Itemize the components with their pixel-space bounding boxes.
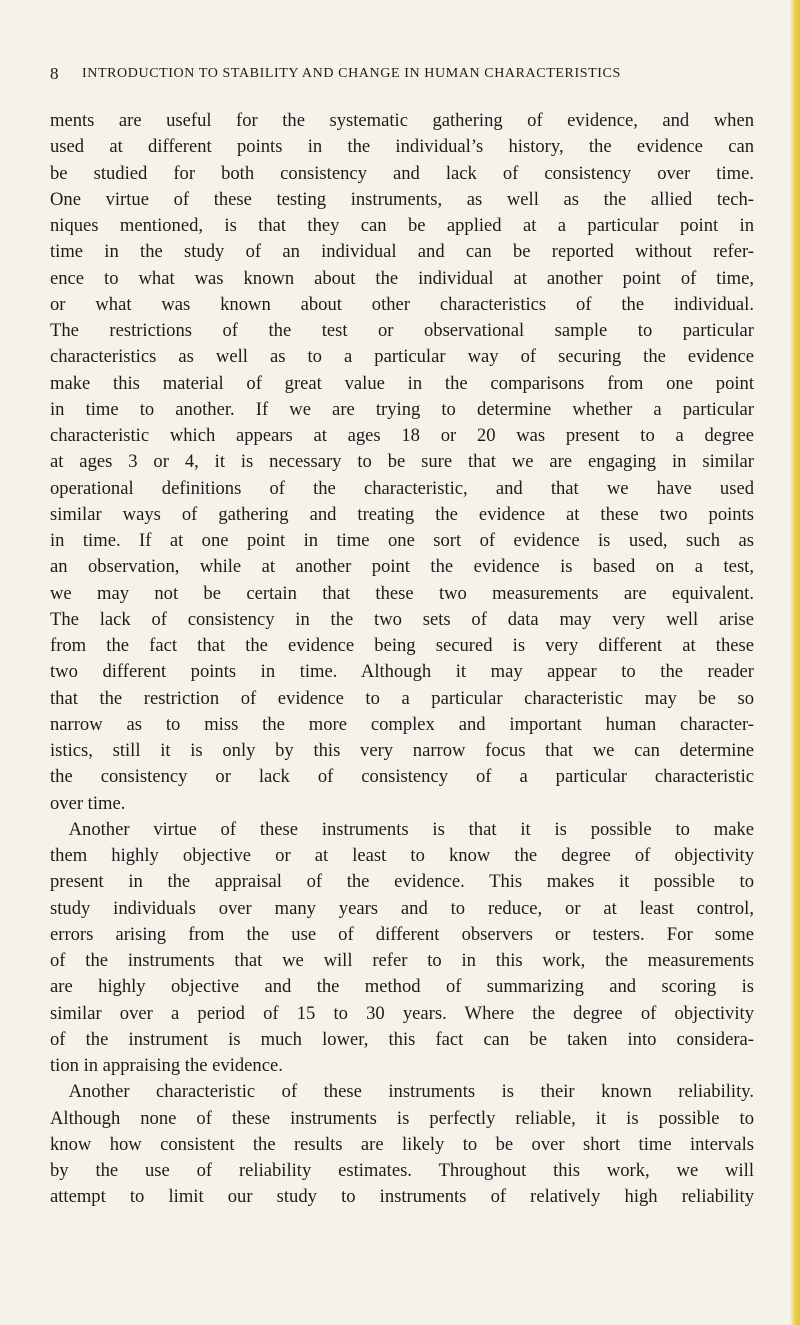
text-line: that the restriction of evidence to a particular characteristic may be so xyxy=(50,687,754,709)
text-line: errors arising from the use of different observers or testers. For some xyxy=(50,923,754,945)
text-line: operational definitions of the characteristic, and that we have used xyxy=(50,477,754,499)
text-line: over time. xyxy=(50,792,126,814)
text-line: of the instrument is much lower, this fact can be taken into considera- xyxy=(50,1028,754,1050)
text-line: tion in appraising the evidence. xyxy=(50,1055,283,1076)
text-line: The restrictions of the test or observational sample to particular xyxy=(50,320,754,341)
text-line: an observation, while at another point the evidence is based on a test, xyxy=(50,556,754,578)
text-line: in time to another. If we are trying to determine whether a particular xyxy=(50,398,754,420)
running-head: INTRODUCTION TO STABILITY AND CHANGE IN HUMAN CHARACTERISTICS xyxy=(82,66,621,81)
text-line: or what was known about other characteristics of the individual. xyxy=(50,293,754,315)
text-line: present in the appraisal of the evidence. This makes it possible to xyxy=(50,871,754,893)
text-line: narrow as to miss the more complex and important human character- xyxy=(50,713,754,735)
text-line: study individuals over many years and to reduce, or at least control, xyxy=(50,897,754,919)
text-line: similar ways of gathering and treating the evidence at these two points xyxy=(50,503,754,525)
text-line: we may not be certain that these two measurements are equivalent. xyxy=(50,582,754,604)
text-line: of the instruments that we will refer to in this work, the measurements xyxy=(50,950,754,971)
text-line: in time. If at one point in time one sort of evidence is used, such as xyxy=(50,530,754,551)
text-line: ments are useful for the systematic gathering of evidence, and when xyxy=(50,110,754,131)
page-header xyxy=(50,62,750,86)
page-number: 8 xyxy=(50,64,59,83)
text-line: One virtue of these testing instruments, as well as the allied tech- xyxy=(50,188,754,210)
text-line: attempt to limit our study to instruments of relatively high reliability xyxy=(50,1186,754,1208)
text-line: The lack of consistency in the two sets of data may very well arise xyxy=(50,608,754,630)
text-line: time in the study of an individual and can be reported without refer- xyxy=(50,241,754,263)
text-line: ence to what was known about the individual at another point of time, xyxy=(50,267,754,289)
page-edge xyxy=(790,0,800,1325)
text-line: characteristics as well as to a particular way of securing the evidence xyxy=(50,346,754,368)
text-line: two different points in time. Although it may appear to the reader xyxy=(50,661,754,683)
text-line: be studied for both consistency and lack of consistency over time. xyxy=(50,162,754,184)
text-line: from the fact that the evidence being secured is very different at these xyxy=(50,635,754,656)
text-line: similar over a period of 15 to 30 years. Where the degree of objectivity xyxy=(50,1002,754,1024)
text-line: Another characteristic of these instruments is their known reliability. xyxy=(50,1081,754,1103)
body-text xyxy=(50,108,754,1211)
text-line: niques mentioned, is that they can be applied at a particular point in xyxy=(50,215,754,236)
text-line: Although none of these instruments is perfectly reliable, it is possible to xyxy=(50,1107,754,1129)
text-line: make this material of great value in the comparisons from one point xyxy=(50,372,754,394)
text-line: know how consistent the results are likely to be over short time intervals xyxy=(50,1133,754,1155)
text-line: Another virtue of these instruments is that it is possible to make xyxy=(50,818,754,840)
text-line: by the use of reliability estimates. Throughout this work, we will xyxy=(50,1160,754,1181)
text-line: are highly objective and the method of summarizing and scoring is xyxy=(50,976,754,998)
text-line: used at different points in the individual’s history, the evidence can xyxy=(50,136,754,158)
text-line: them highly objective or at least to know the degree of objectivity xyxy=(50,845,754,866)
text-line: istics, still it is only by this very narrow focus that we can determine xyxy=(50,740,754,761)
text-line: characteristic which appears at ages 18 or 20 was present to a degree xyxy=(50,425,754,446)
text-line: the consistency or lack of consistency of a particular characteristic xyxy=(50,766,754,788)
text-line: at ages 3 or 4, it is necessary to be sure that we are engaging in similar xyxy=(50,451,754,473)
